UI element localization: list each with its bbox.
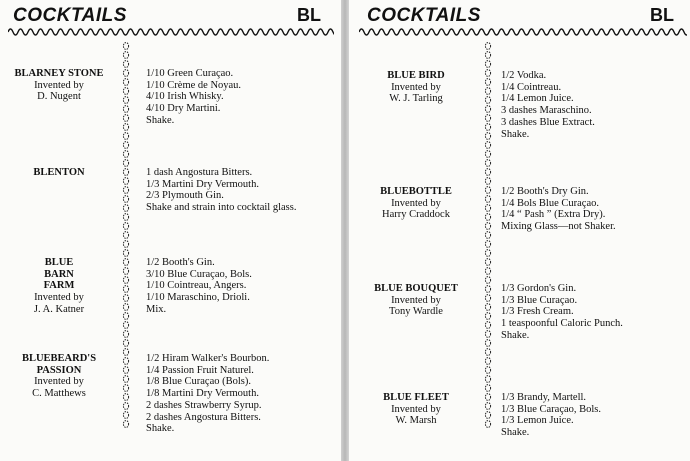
cocktail-name: BLUE BIRD [387, 70, 445, 81]
dotted-divider [483, 42, 493, 434]
page-header: COCKTAILS [367, 5, 481, 26]
cocktail-name: BLUE FLEET [383, 392, 449, 403]
credit-line: Invented by [391, 81, 441, 93]
credit-line: J. A. Katner [33, 303, 85, 315]
recipe-line: 1/3 Brandy, Martell. [501, 392, 587, 403]
recipe [501, 186, 616, 233]
cocktail-name-block [0, 167, 118, 179]
recipe-line: 1/2 Vodka. [501, 70, 547, 81]
wavy-rule [8, 25, 334, 39]
cocktail-name: BLUEBEARD'S PASSION [21, 353, 97, 376]
recipe [501, 70, 595, 140]
recipe-line: 2/3 Plymouth Gin. [146, 190, 224, 202]
recipe-line: 1/8 Blue Curaçao (Bols). [146, 376, 251, 388]
credit-line: D. Nugent [37, 91, 81, 103]
recipe-line: 1/10 Cointreau, Angers. [146, 280, 247, 292]
wavy-rule [359, 25, 687, 39]
credit-line: Invented by [34, 376, 84, 388]
cocktail-name: BLUEBOTTLE [380, 186, 452, 197]
recipe-line: 1/2 Booth's Gin. [146, 257, 215, 268]
recipe-line: 3 dashes Blue Extract. [501, 116, 595, 128]
recipe-line: 1 dash Angostura Bitters. [146, 167, 253, 178]
recipe-line: Mix. [146, 303, 167, 315]
recipe-line: 1/3 Gordon's Gin. [501, 283, 577, 294]
credit-line: Invented by [391, 403, 441, 415]
credit-line: Invented by [34, 292, 84, 304]
cocktail-name-block [357, 392, 475, 427]
recipe [146, 68, 241, 127]
credit-line: Invented by [34, 79, 84, 91]
credit-line: Invented by [391, 294, 441, 306]
recipe-line: 1/10 Crème de Noyau. [146, 79, 242, 91]
credit-line: Harry Craddock [382, 209, 450, 221]
recipe-line: 1/3 Martini Dry Vermouth. [146, 178, 259, 190]
page-header: COCKTAILS [13, 5, 127, 26]
recipe [146, 257, 252, 316]
recipe-line: 3 dashes Maraschino. [501, 105, 592, 117]
recipe-line: 2 dashes Strawberry Syrup. [146, 399, 262, 411]
recipe-line: Shake. [146, 114, 175, 126]
recipe-line: 1/8 Martini Dry Vermouth. [146, 388, 259, 400]
recipe-line: 1/4 Passion Fruit Naturel. [146, 364, 254, 376]
recipe-line: 4/10 Irish Whisky. [146, 91, 224, 103]
recipe [501, 283, 623, 342]
recipe-line: 2 dashes Angostura Bitters. [146, 411, 261, 423]
recipe-line: 1/3 Lemon Juice. [501, 415, 574, 427]
credit-line: W. Marsh [395, 415, 437, 427]
cocktail-name-block [0, 68, 118, 103]
recipe-line: 1/4 Bols Blue Curaçao. [501, 197, 599, 209]
recipe-line: Shake. [501, 329, 530, 341]
recipe-line: Shake. [501, 427, 530, 439]
recipe-line: Mixing Glass—not Shaker. [501, 221, 616, 233]
recipe-line: 1 teaspoonful Caloric Punch. [501, 318, 623, 330]
cocktail-name: BLARNEY STONE [14, 68, 104, 79]
section-code: BL [297, 5, 321, 25]
recipe [146, 167, 296, 214]
recipe-line: 1/3 Blue Curaçao. [501, 294, 578, 306]
recipe-line: 1/10 Maraschino, Drioli. [146, 292, 250, 304]
recipe-line: 1/4 Cointreau. [501, 81, 562, 93]
cocktail-name-block [0, 353, 118, 400]
recipe-line: Shake. [501, 128, 530, 140]
dotted-divider [121, 42, 131, 434]
credit-line: W. J. Tarling [389, 93, 443, 105]
recipe-line: 1/3 Fresh Cream. [501, 306, 574, 318]
recipe-line: 1/10 Green Curaçao. [146, 68, 234, 79]
cocktail-name: BLUE BOUQUET [374, 283, 458, 294]
credit-line: Tony Wardle [389, 306, 443, 318]
recipe-line: 1/4 Lemon Juice. [501, 93, 574, 105]
cocktail-name-block [357, 70, 475, 105]
recipe [501, 392, 601, 439]
recipe-line: 1/4 “ Pash ” (Extra Dry). [501, 209, 606, 221]
left-page [0, 0, 341, 461]
recipe-line: Shake. [146, 423, 175, 435]
right-page [349, 0, 690, 461]
book-gutter [341, 0, 349, 461]
section-code: BL [650, 5, 674, 25]
cocktail-name-block [357, 186, 475, 221]
recipe-line: 1/3 Blue Caraçao, Bols. [501, 403, 602, 415]
recipe-line: 3/10 Blue Curaçao, Bols. [146, 268, 252, 280]
cocktail-name-block [0, 257, 118, 316]
recipe-line: 1/2 Hiram Walker's Bourbon. [146, 353, 270, 364]
recipe-line: 1/2 Booth's Dry Gin. [501, 186, 589, 197]
credit-line: C. Matthews [32, 388, 86, 400]
cocktail-name-block [357, 283, 475, 318]
recipe-line: 4/10 Dry Martini. [146, 103, 221, 115]
credit-line: Invented by [391, 197, 441, 209]
cocktail-name: BLENTON [33, 167, 85, 178]
cocktail-name: BLUE BARN FARM [43, 257, 75, 292]
recipe [146, 353, 269, 435]
recipe-line: Shake and strain into cocktail glass. [146, 202, 297, 214]
